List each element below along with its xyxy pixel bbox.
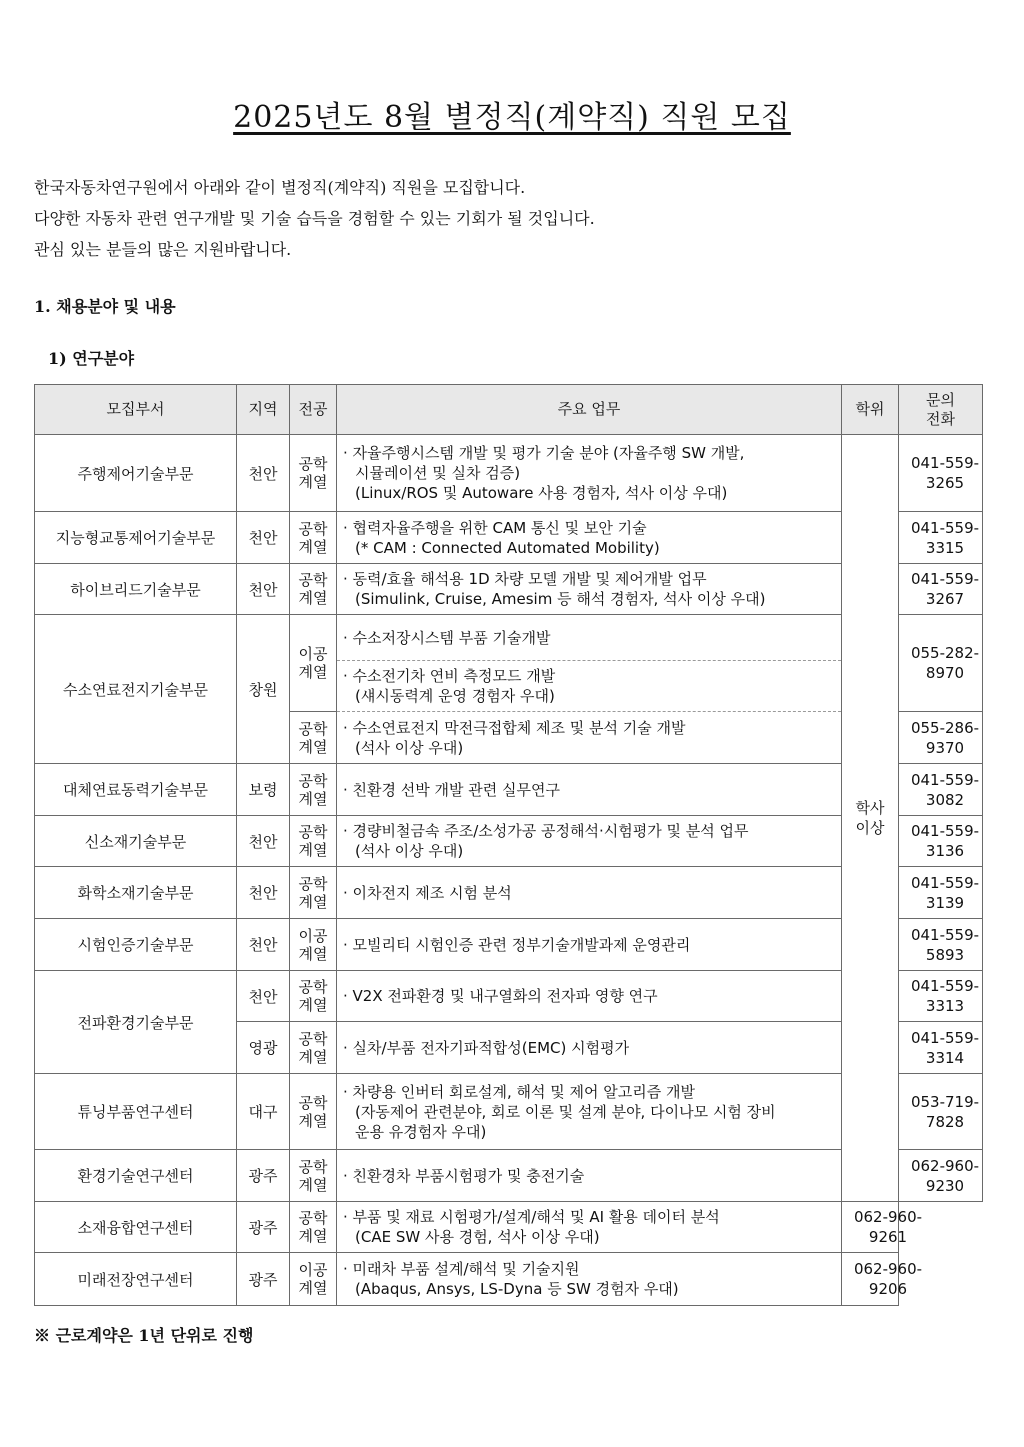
table-row	[35, 615, 983, 661]
dept-cell: 튜닝부품연구센터	[35, 1074, 237, 1150]
page-title: 2025년도 8월 별정직(계약직) 직원 모집	[233, 100, 791, 135]
region-cell: 광주	[237, 1150, 290, 1202]
dept-cell: 수소연료전지기술부문	[35, 615, 237, 764]
table-row	[35, 564, 983, 615]
phone-cell: 041-559-5893	[899, 919, 983, 971]
duty-cell: · 이차전지 제조 시험 분석	[337, 867, 842, 919]
intro-line: 한국자동차연구원에서 아래와 같이 별정직(계약직) 직원을 모집합니다.	[34, 178, 526, 197]
phone-cell: 055-286-9370	[899, 712, 983, 764]
duty-cell: · V2X 전파환경 및 내구열화의 전자파 영향 연구	[337, 971, 842, 1022]
phone-cell: 041-559-3313	[899, 971, 983, 1022]
dept-cell: 소재융합연구센터	[35, 1202, 237, 1253]
duty-cell: · 수소전기차 연비 측정모드 개발 (섀시동력계 운영 경험자 우대)	[337, 661, 842, 712]
major-cell: 이공 계열	[290, 1253, 337, 1306]
phone-cell: 041-559-3315	[899, 512, 983, 564]
phone-cell: 062-960-9206	[842, 1253, 899, 1306]
phone-cell: 041-559-3265	[899, 435, 983, 512]
region-cell: 천안	[237, 564, 290, 615]
duty-cell: · 경량비철금속 주조/소성가공 공정해석·시험평가 및 분석 업무 (석사 이상 우대)	[337, 816, 842, 867]
table-row	[35, 919, 983, 971]
header-region: 지역	[237, 385, 290, 435]
duty-cell: · 차량용 인버터 회로설계, 해석 및 제어 알고리즘 개발 (자동제어 관련분야, 회로 이론 및 설계 분야, 다이나모 시험 장비 운용 유경험자 우대)	[337, 1074, 842, 1150]
table-row	[35, 1202, 983, 1253]
region-cell: 천안	[237, 435, 290, 512]
major-cell: 공학 계열	[290, 764, 337, 816]
major-cell: 공학 계열	[290, 712, 337, 764]
table-row	[35, 1074, 983, 1150]
region-cell: 천안	[237, 919, 290, 971]
duty-cell: · 친환경 선박 개발 관련 실무연구	[337, 764, 842, 816]
major-cell: 공학 계열	[290, 1022, 337, 1074]
region-cell: 보령	[237, 764, 290, 816]
phone-cell: 041-559-3136	[899, 816, 983, 867]
region-cell: 대구	[237, 1074, 290, 1150]
major-cell: 공학 계열	[290, 564, 337, 615]
duty-cell: · 친환경차 부품시험평가 및 충전기술	[337, 1150, 842, 1202]
major-cell: 공학 계열	[290, 971, 337, 1022]
dept-cell: 주행제어기술부문	[35, 435, 237, 512]
recruitment-table	[34, 384, 983, 1306]
phone-cell: 041-559-3082	[899, 764, 983, 816]
major-cell: 공학 계열	[290, 435, 337, 512]
degree-cell: 학사 이상	[842, 435, 899, 1202]
table-row	[35, 971, 983, 1022]
dept-cell: 미래전장연구센터	[35, 1253, 237, 1306]
region-cell: 천안	[237, 867, 290, 919]
phone-cell: 053-719-7828	[899, 1074, 983, 1150]
major-cell: 이공 계열	[290, 919, 337, 971]
header-dept: 모집부서	[35, 385, 237, 435]
duty-cell: · 실차/부품 전자기파적합성(EMC) 시험평가	[337, 1022, 842, 1074]
intro-line: 관심 있는 분들의 많은 지원바랍니다.	[34, 240, 292, 259]
major-cell: 공학 계열	[290, 1202, 337, 1253]
table-row	[35, 512, 983, 564]
dept-cell: 하이브리드기술부문	[35, 564, 237, 615]
region-cell: 광주	[237, 1253, 290, 1306]
footnote: ※ 근로계약은 1년 단위로 진행	[34, 1326, 254, 1345]
major-cell: 공학 계열	[290, 512, 337, 564]
table-header-row	[35, 385, 983, 435]
table-row	[35, 816, 983, 867]
dept-cell: 시험인증기술부문	[35, 919, 237, 971]
table-row	[35, 1150, 983, 1202]
phone-cell: 041-559-3139	[899, 867, 983, 919]
dept-cell: 화학소재기술부문	[35, 867, 237, 919]
duty-cell: · 수소저장시스템 부품 기술개발	[337, 615, 842, 661]
region-cell: 천안	[237, 971, 290, 1022]
duty-cell: · 협력자율주행을 위한 CAM 통신 및 보안 기술 (* CAM : Connected Automated Mobility)	[337, 512, 842, 564]
table-row	[35, 764, 983, 816]
header-major: 전공	[290, 385, 337, 435]
intro-line: 다양한 자동차 관련 연구개발 및 기술 습득을 경험할 수 있는 기회가 될 것입니다.	[34, 209, 595, 228]
section-heading: 1. 채용분야 및 내용	[34, 297, 176, 316]
table-row	[35, 1253, 983, 1306]
phone-cell: 041-559-3314	[899, 1022, 983, 1074]
phone-cell: 062-960-9261	[842, 1202, 899, 1253]
phone-cell: 055-282-8970	[899, 615, 983, 712]
region-cell: 영광	[237, 1022, 290, 1074]
dept-cell: 환경기술연구센터	[35, 1150, 237, 1202]
duty-cell: · 부품 및 재료 시험평가/설계/해석 및 AI 활용 데이터 분석 (CAE SW 사용 경험, 석사 이상 우대)	[337, 1202, 842, 1253]
major-cell: 이공 계열	[290, 615, 337, 712]
region-cell: 천안	[237, 816, 290, 867]
header-phone: 문의 전화	[899, 385, 983, 435]
region-cell: 광주	[237, 1202, 290, 1253]
major-cell: 공학 계열	[290, 1150, 337, 1202]
major-cell: 공학 계열	[290, 867, 337, 919]
table-row	[35, 435, 983, 512]
duty-cell: · 수소연료전지 막전극접합체 제조 및 분석 기술 개발 (석사 이상 우대)	[337, 712, 842, 764]
major-cell: 공학 계열	[290, 1074, 337, 1150]
dept-cell: 지능형교통제어기술부문	[35, 512, 237, 564]
table-row	[35, 867, 983, 919]
duty-cell: · 모빌리티 시험인증 관련 정부기술개발과제 운영관리	[337, 919, 842, 971]
region-cell: 천안	[237, 512, 290, 564]
intro-text	[34, 172, 595, 265]
duty-cell: · 미래차 부품 설계/해석 및 기술지원 (Abaqus, Ansys, LS-Dyna 등 SW 경험자 우대)	[337, 1253, 842, 1306]
dept-cell: 전파환경기술부문	[35, 971, 237, 1074]
duty-cell: · 동력/효율 해석용 1D 차량 모델 개발 및 제어개발 업무 (Simulink, Cruise, Amesim 등 해석 경험자, 석사 이상 우대)	[337, 564, 842, 615]
major-cell: 공학 계열	[290, 816, 337, 867]
dept-cell: 대체연료동력기술부문	[35, 764, 237, 816]
subsection-heading: 1) 연구분야	[48, 349, 135, 368]
phone-cell: 062-960-9230	[899, 1150, 983, 1202]
duty-cell: · 자율주행시스템 개발 및 평가 기술 분야 (자율주행 SW 개발, 시뮬레이션 및 실차 검증) (Linux/ROS 및 Autoware 사용 경험자, 석사 이상 우대)	[337, 435, 842, 512]
phone-cell: 041-559-3267	[899, 564, 983, 615]
header-degree: 학위	[842, 385, 899, 435]
region-cell: 창원	[237, 615, 290, 764]
dept-cell: 신소재기술부문	[35, 816, 237, 867]
header-duty: 주요 업무	[337, 385, 842, 435]
